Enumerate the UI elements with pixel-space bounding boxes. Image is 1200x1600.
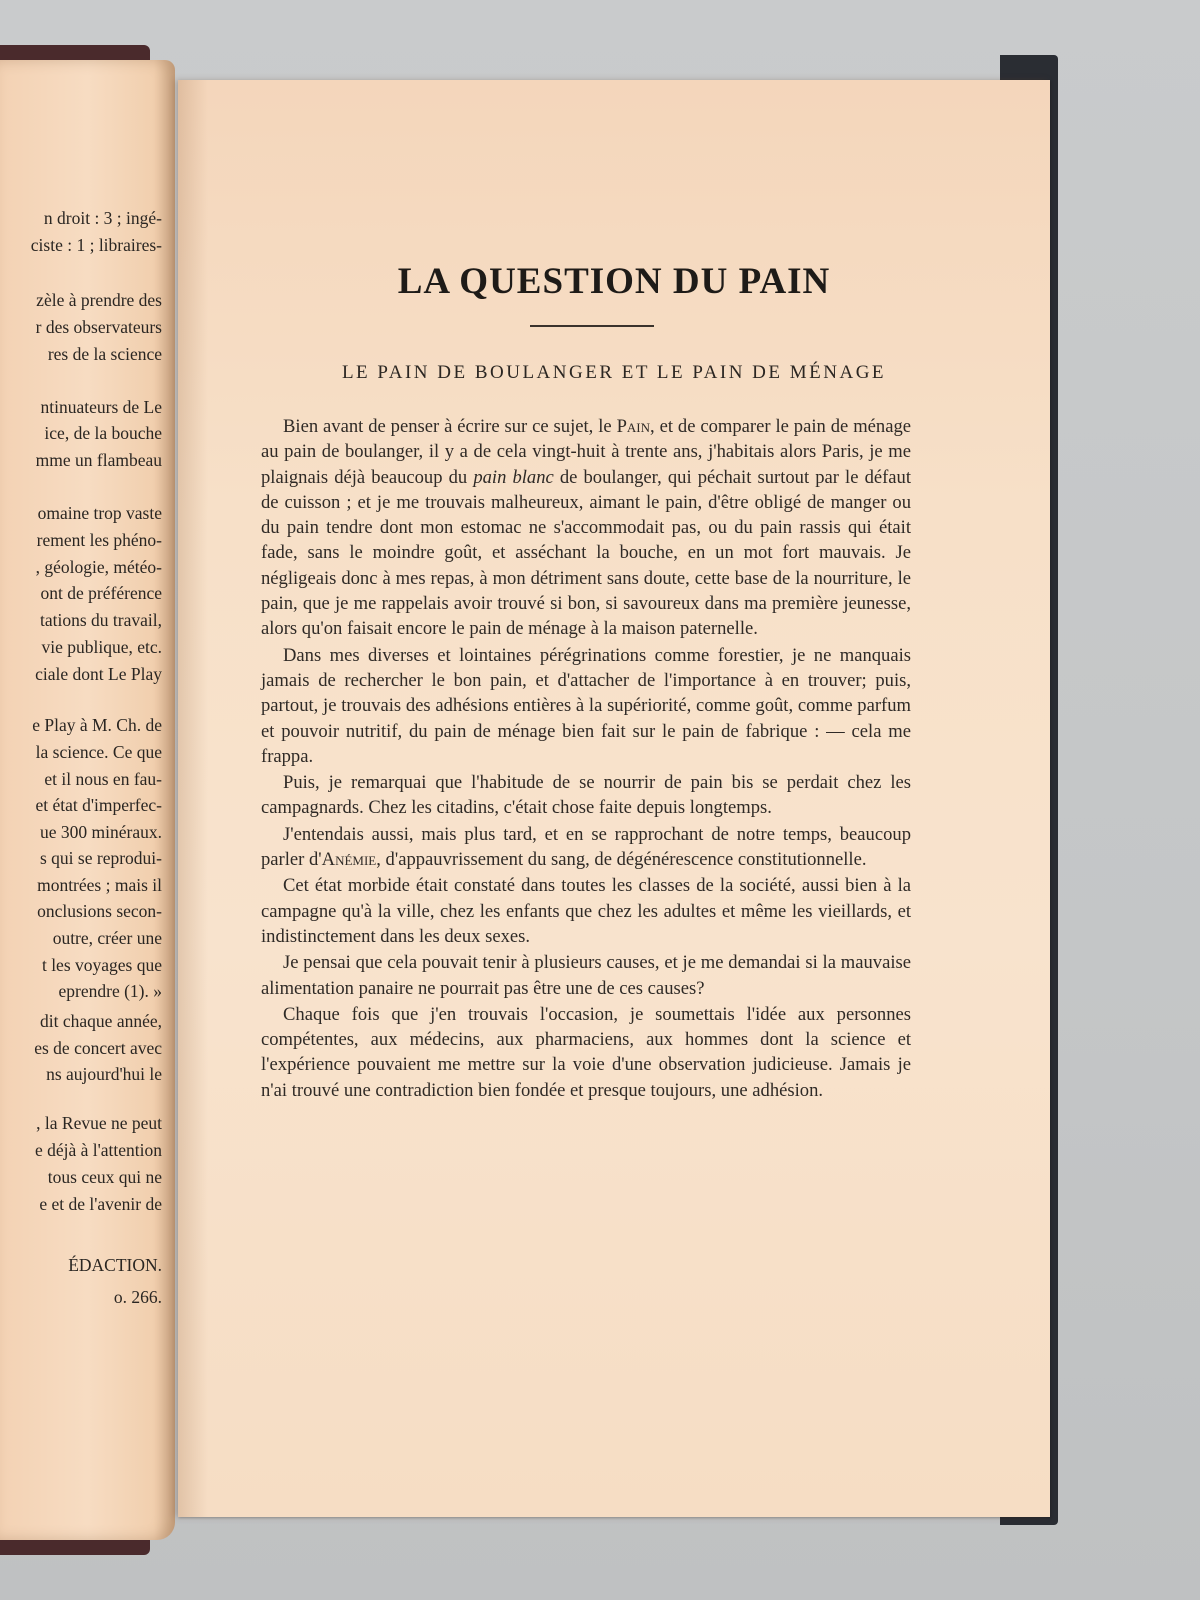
left-page-line: ntinuateurs de Le bbox=[40, 397, 162, 417]
paragraph-text: Puis, je remarquai que l'habitude de se nourrir de pain bis se perdait chez les campagnards. Chez les citadins, c'était chose faite depuis longtemps. bbox=[261, 772, 911, 819]
left-page-line: , la Revue ne peut bbox=[36, 1113, 162, 1133]
left-page bbox=[0, 60, 175, 1540]
left-page-line: s qui se reprodui- bbox=[40, 848, 162, 868]
left-page-line: r des observateurs bbox=[35, 317, 162, 337]
left-page-line: dit chaque année, bbox=[40, 1011, 162, 1031]
right-page bbox=[178, 80, 1050, 1517]
left-page-line: mme un flambeau bbox=[35, 450, 162, 470]
left-page-line: es de concert avec bbox=[34, 1038, 162, 1058]
left-page-line: rement les phéno- bbox=[36, 530, 162, 550]
left-page-line: tous ceux qui ne bbox=[47, 1167, 162, 1187]
left-page-line: o. 266. bbox=[113, 1287, 162, 1307]
paragraph-text: , et de comparer le pain de ménage au pain de boulanger, il y a de cela vingt-huit à trente ans, j'habitais alors Paris, je me plaignais déjà beaucoup du bbox=[261, 416, 912, 488]
left-page-line: zèle à prendre des bbox=[36, 290, 162, 310]
left-page-line: ont de préférence bbox=[40, 583, 162, 603]
article-paragraph bbox=[261, 822, 911, 873]
article-paragraph bbox=[261, 1002, 911, 1103]
article-body bbox=[261, 414, 911, 1103]
small-caps-text: Pain bbox=[616, 416, 651, 437]
article-paragraph bbox=[261, 950, 911, 1001]
left-page-line: vie publique, etc. bbox=[41, 637, 162, 657]
left-page-line: ciste : 1 ; libraires- bbox=[30, 235, 162, 255]
left-page-line: outre, créer une bbox=[52, 928, 162, 948]
left-page-line: ÉDACTION. bbox=[68, 1255, 162, 1275]
article-paragraph bbox=[261, 873, 911, 949]
left-page-line: montrées ; mais il bbox=[37, 875, 162, 895]
left-page-line: et il nous en fau- bbox=[44, 769, 162, 789]
left-page-line: res de la science bbox=[47, 344, 162, 364]
left-page-line: la science. Ce que bbox=[35, 742, 162, 762]
left-page-line: t les voyages que bbox=[41, 955, 162, 975]
left-page-line: ciale dont Le Play bbox=[35, 664, 162, 684]
left-page-line: , géologie, météo- bbox=[35, 557, 162, 577]
left-page-line: n droit : 3 ; ingé- bbox=[43, 208, 162, 228]
left-page-line: ns aujourd'hui le bbox=[46, 1064, 162, 1084]
left-page-line: tations du travail, bbox=[40, 610, 162, 630]
left-page-line: e et de l'avenir de bbox=[39, 1194, 162, 1214]
left-page-line: et état d'imperfec- bbox=[35, 795, 162, 815]
article-paragraph bbox=[261, 770, 911, 821]
paragraph-text: Chaque fois que j'en trouvais l'occasion, je soumettais l'idée aux personnes compétentes, aux médecins, aux pharmaciens, aux hommes dont la science et l'expérience pouvaient me mettre sur la voie d'une observation judicieuse. Jamais je n'ai trouvé une contradiction bien fondée et presque toujours, une adhésion. bbox=[261, 1003, 911, 1101]
italic-text: pain blanc bbox=[473, 466, 554, 488]
article-subtitle: LE PAIN DE BOULANGER ET LE PAIN DE MÉNAGE bbox=[341, 362, 887, 383]
article-paragraph bbox=[261, 643, 911, 769]
paragraph-text: Bien avant de penser à écrire sur ce sujet, le bbox=[283, 416, 617, 437]
article-paragraph bbox=[261, 414, 911, 642]
left-page-line: onclusions secon- bbox=[37, 901, 162, 921]
left-page-line: ue 300 minéraux. bbox=[40, 822, 162, 842]
paragraph-text: Je pensai que cela pouvait tenir à plusieurs causes, et je me demandai si la mauvaise alimentation panaire ne pourrait pas être une de ces causes? bbox=[261, 952, 911, 999]
left-page-line: e Play à M. Ch. de bbox=[32, 715, 162, 735]
left-page-line: omaine trop vaste bbox=[37, 503, 162, 523]
paragraph-text: Dans mes diverses et lointaines pérégrinations comme forestier, je ne manquais jamais de rechercher le bon pain, et d'attacher de l'importance à en trouver; puis, partout, je trouvais des adhésions entières à la supériorité, comme goût, comme parfum et pouvoir nutritif, du pain de ménage bien fait sur le pain de fabrique : — cela me frappa. bbox=[261, 644, 911, 767]
left-page-line: e déjà à l'attention bbox=[34, 1140, 162, 1160]
small-caps-text: Anémie bbox=[321, 849, 377, 871]
paragraph-text: Cet état morbide était constaté dans toutes les classes de la société, aussi bien à la campagne qu'à la ville, chez les enfants que chez les adultes et même les vieillards, et indistinctement dans les deux sexes. bbox=[261, 875, 911, 947]
paragraph-text: , d'appauvrissement du sang, de dégénérescence constitutionnelle. bbox=[376, 849, 867, 871]
paragraph-text: de boulanger, qui péchait surtout par le défaut de cuisson ; et je me trouvais malheureux, aimant le pain, d'être obligé de manger ou du pain tendre dont mon estomac ne s'accommodait pas, ou du pain rassis qui était fade, sans le moindre goût, et asséchant la bouche, en un mot fort mauvais. Je négligeais donc à mes repas, à mon détriment sans doute, cette base de la nourriture, le pain, que je me rappelais avoir trouvé si bon, si savoureux dans ma première jeunesse, alors qu'on faisait encore le pain de ménage à la maison paternelle. bbox=[261, 466, 912, 640]
title-rule bbox=[530, 325, 654, 327]
left-page-line: eprendre (1). » bbox=[58, 981, 162, 1001]
left-page-line: ice, de la bouche bbox=[44, 423, 162, 443]
paragraph-text: J'entendais aussi, mais plus tard, et en se rapprochant de notre temps, beaucoup parler d' bbox=[261, 823, 911, 871]
article-title: LA QUESTION DU PAIN bbox=[397, 261, 831, 302]
